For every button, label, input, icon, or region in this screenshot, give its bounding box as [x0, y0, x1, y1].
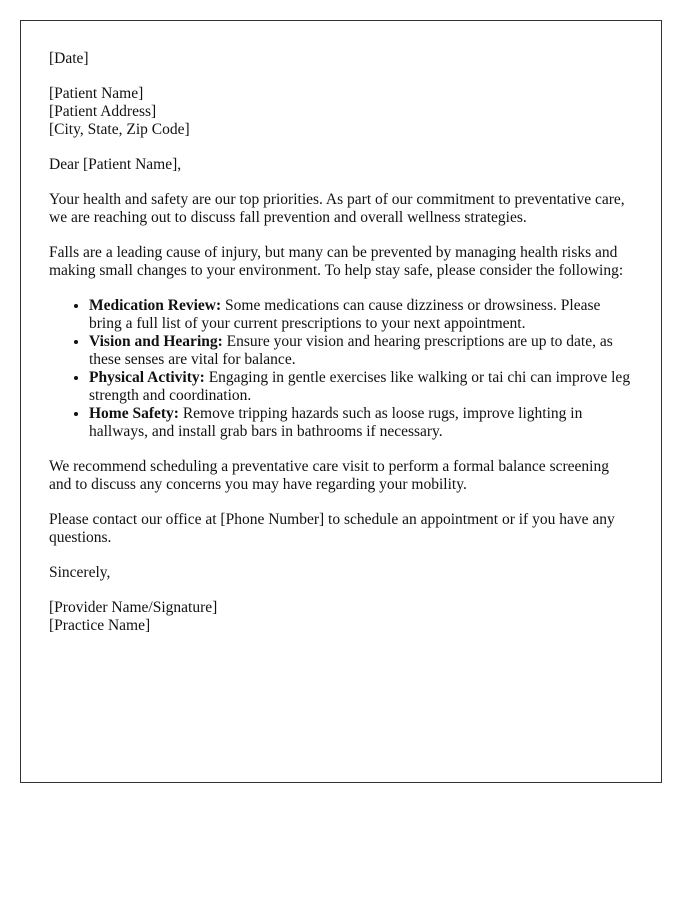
date: [Date]: [49, 50, 89, 67]
list-item: [89, 369, 633, 405]
tip-title: Medication Review:: [89, 297, 222, 314]
paragraph-intro: Your health and safety are our top priorities. As part of our commitment to preventative care, we are reaching out to discuss fall prevention and overall wellness strategies.: [49, 191, 625, 226]
tip-title: Vision and Hearing:: [89, 333, 223, 350]
tip-title: Home Safety:: [89, 405, 179, 422]
patient-name: [Patient Name]: [49, 85, 144, 102]
tips-list: [49, 297, 633, 441]
paragraph-recommendation: We recommend scheduling a preventative care visit to perform a formal balance screening and to discuss any concerns you may have regarding your mobility.: [49, 458, 609, 493]
patient-city: [City, State, Zip Code]: [49, 121, 190, 138]
tip-text: Engaging in gentle exercises like walking or tai chi can improve leg strength and coordination.: [89, 369, 631, 404]
tip-title: Physical Activity:: [89, 369, 205, 386]
closing: Sincerely,: [49, 564, 111, 581]
salutation: Dear [Patient Name],: [49, 156, 182, 173]
tip-text: Some medications can cause dizziness or drowsiness. Please bring a full list of your current prescriptions to your next appointment.: [89, 297, 601, 332]
paragraph-contact: Please contact our office at [Phone Number] to schedule an appointment or if you have any questions.: [49, 511, 615, 546]
list-item: [89, 405, 633, 441]
list-item: [89, 333, 633, 369]
practice-name: [Practice Name]: [49, 617, 151, 634]
recipient-address: [49, 85, 633, 139]
patient-address: [Patient Address]: [49, 103, 157, 120]
tip-text: Ensure your vision and hearing prescriptions are up to date, as these senses are vital for balance.: [89, 333, 613, 368]
signature-block: [49, 599, 633, 635]
list-item: [89, 297, 633, 333]
tip-text: Remove tripping hazards such as loose rugs, improve lighting in hallways, and install grab bars in bathrooms if necessary.: [89, 405, 583, 440]
provider-name: [Provider Name/Signature]: [49, 599, 218, 616]
paragraph-falls: Falls are a leading cause of injury, but many can be prevented by managing health risks and making small changes to your environment. To help stay safe, please consider the following:: [49, 244, 624, 279]
letter: [20, 20, 662, 783]
